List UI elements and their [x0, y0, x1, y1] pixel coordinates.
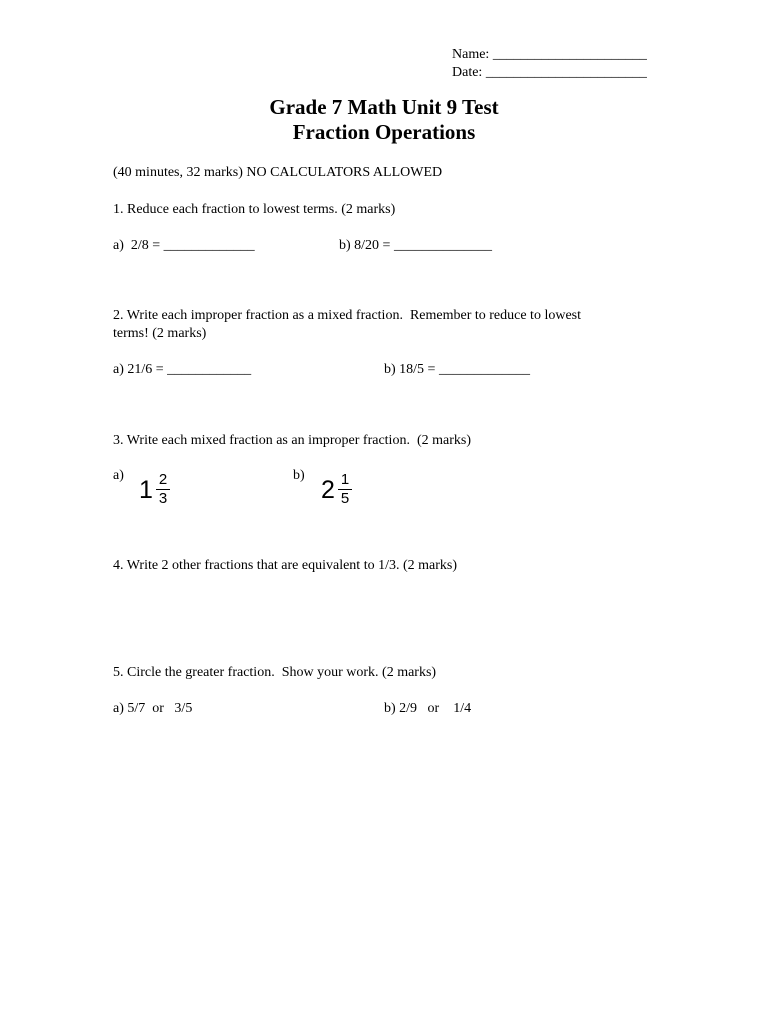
mixed-fraction-whole: 2 [321, 476, 335, 504]
question-1-prompt: 1. Reduce each fraction to lowest terms. (2 marks) [113, 202, 396, 217]
question-2-prompt-line1: 2. Write each improper fraction as a mixed fraction. Remember to reduce to lowest [113, 308, 582, 323]
question-5b: b) 2/9 or 1/4 [384, 701, 472, 716]
mixed-fraction-part [156, 472, 170, 507]
question-2-prompt-line2: terms! (2 marks) [113, 326, 207, 341]
question-2a: a) 21/6 = ____________ [113, 362, 252, 377]
fraction-denominator: 3 [158, 490, 168, 507]
question-3a-label: a) [113, 468, 124, 483]
question-5-prompt: 5. Circle the greater fraction. Show your work. (2 marks) [113, 665, 437, 680]
mixed-fraction-whole: 1 [139, 476, 153, 504]
question-3b-mixed-fraction [321, 472, 361, 512]
question-5a: a) 5/7 or 3/5 [113, 701, 193, 716]
page-subtitle: Fraction Operations [292, 120, 476, 144]
fraction-denominator: 5 [340, 490, 350, 507]
fraction-numerator: 2 [158, 471, 168, 488]
test-instructions: (40 minutes, 32 marks) NO CALCULATORS ALLOWED [113, 165, 443, 180]
question-2b: b) 18/5 = _____________ [384, 362, 530, 377]
name-field-line: Name: ______________________ [452, 47, 647, 62]
question-4-prompt: 4. Write 2 other fractions that are equivalent to 1/3. (2 marks) [113, 558, 458, 573]
page-title: Grade 7 Math Unit 9 Test [269, 95, 499, 119]
question-3b-label: b) [293, 468, 305, 483]
question-1b: b) 8/20 = ______________ [339, 238, 492, 253]
mixed-fraction-part [338, 472, 352, 507]
date-field-line: Date: _______________________ [452, 65, 647, 80]
fraction-numerator: 1 [340, 471, 350, 488]
question-3a-mixed-fraction [139, 472, 179, 512]
question-1a: a) 2/8 = _____________ [113, 238, 255, 253]
question-3-prompt: 3. Write each mixed fraction as an improper fraction. (2 marks) [113, 433, 471, 448]
